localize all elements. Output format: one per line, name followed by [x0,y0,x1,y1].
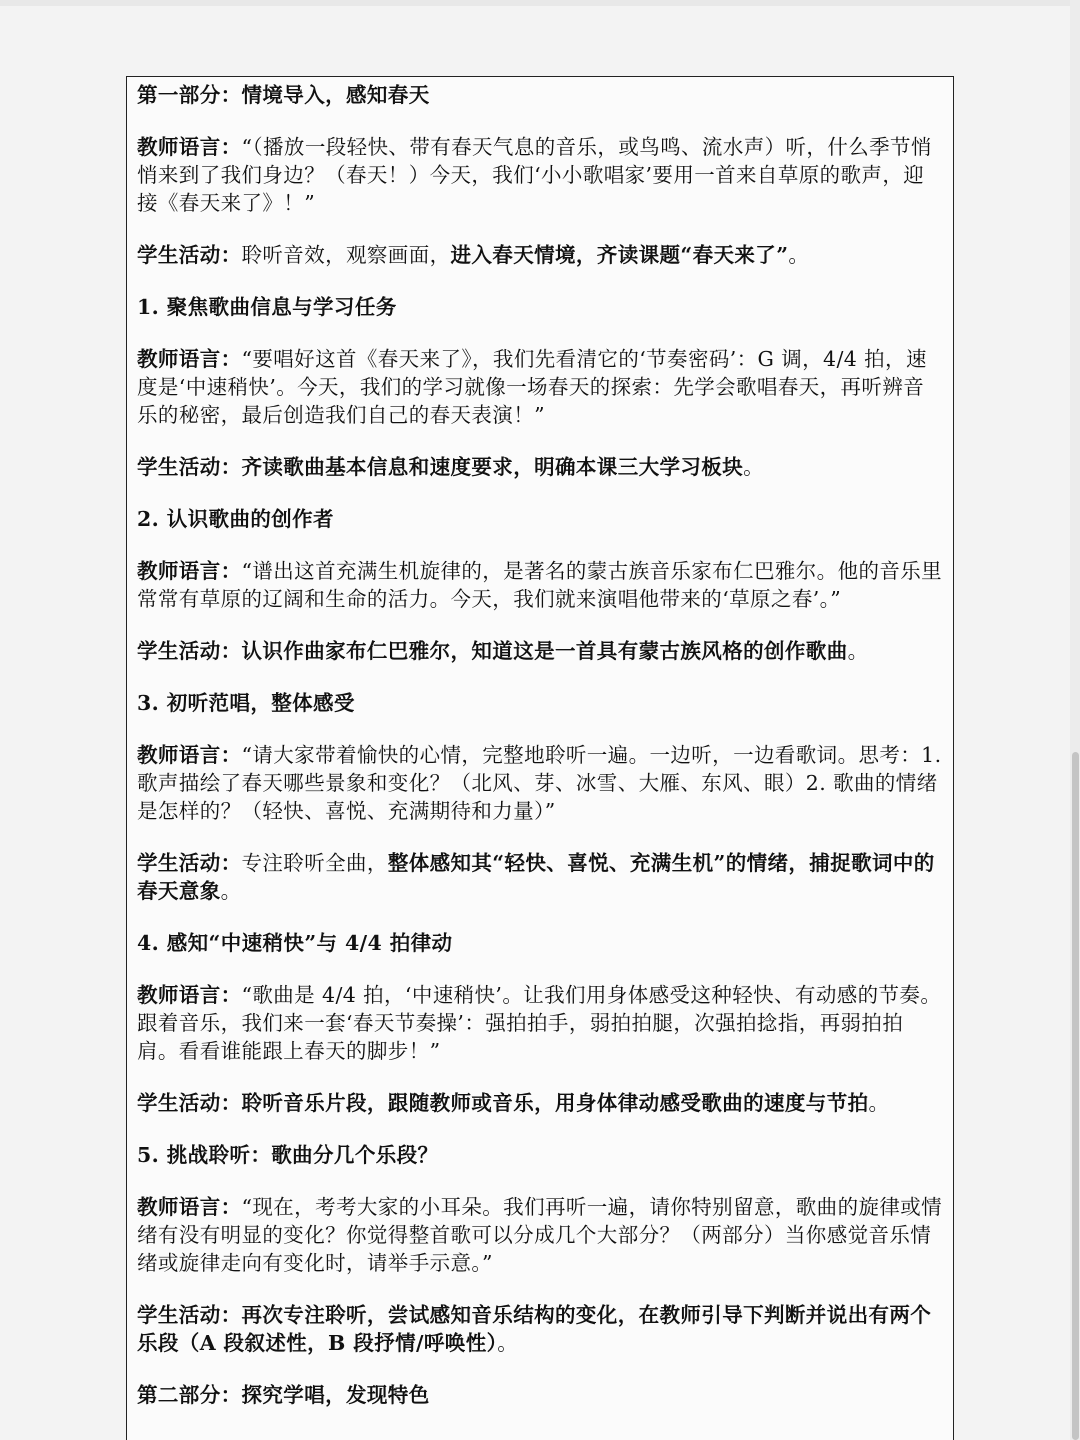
section2-teacher-speech [137,557,945,613]
scrollbar-thumb[interactable] [1072,752,1079,1440]
student-text-emphasis: 认识作曲家布仁巴雅尔，知道这是一首具有蒙古族风格的创作歌曲 [241,639,848,663]
student-text-emphasis: 整体感知其“轻快、喜悦、充满生机”的情绪，捕捉歌词中的春天意象 [137,851,935,903]
section4-heading-text: 4. 感知“中速稍快”与 4/4 拍律动 [137,931,453,955]
teacher-text: “现在，考考大家的小耳朵。我们再听一遍，请你特别留意，歌曲的旋律或情绪有没有明显的变化？你觉得整首歌可以分成几个大部分？（两部分）当你感觉音乐情绪或旋律走向有变化时，请举手示意。” [137,1195,943,1275]
section5-student-activity [137,1301,945,1357]
student-text: 聆听音效，观察画面， [241,243,451,267]
teacher-label: 教师语言： [137,559,242,583]
teacher-text: “要唱好这首《春天来了》，我们先看清它的‘节奏密码’：G 调，4/4 拍，速度是‘中速稍快’。今天，我们的学习就像一场春天的探索：先学会歌唱春天，再听辨音乐的秘密，最后创造我们自己的春天表演！” [137,347,927,427]
section1-heading-text: 1. 聚焦歌曲信息与学习任务 [137,295,397,319]
teacher-label: 教师语言： [137,347,242,371]
section3-teacher-speech [137,741,945,825]
section3-heading-text: 3. 初听范唱，整体感受 [137,691,355,715]
part1-heading: 第一部分：情境导入，感知春天 [137,83,430,107]
teacher-text: “歌曲是 4/4 拍，‘中速稍快’。让我们用身体感受这种轻快、有动感的节奏。跟着音乐，我们来一套‘春天节奏操’：强拍拍手，弱拍拍腿，次强拍捻指，再弱拍拍肩。看看谁能跟上春天的脚步！” [137,983,942,1063]
teacher-text: “谱出这首充满生机旋律的，是著名的蒙古族音乐家布仁巴雅尔。他的音乐里常常有草原的辽阔和生命的活力。今天，我们就来演唱他带来的‘草原之春’。” [137,559,943,611]
student-text-emphasis: 再次专注聆听，尝试感知音乐结构的变化，在教师引导下判断并说出有两个乐段（A 段叙述性，B 段抒情/呼唤性） [137,1303,932,1355]
student-text-emphasis: 聆听音乐片段，跟随教师或音乐，用身体律动感受歌曲的速度与节拍 [241,1091,869,1115]
student-label: 学生活动： [137,455,242,479]
teacher-label: 教师语言： [137,1195,242,1219]
student-text-end: 。 [868,1091,890,1115]
teacher-label: 教师语言： [137,983,242,1007]
teacher-text: “（播放一段轻快、带有春天气息的音乐，或鸟鸣、流水声）听，什么季节悄悄来到了我们身边？（春天！）今天，我们‘小小歌唱家’要用一首来自草原的歌声，迎接《春天来了》！” [137,135,932,215]
student-label: 学生活动： [137,851,242,875]
section4-teacher-speech [137,981,945,1065]
section4-student-activity [137,1089,945,1117]
teacher-label: 教师语言： [137,743,242,767]
section1-heading [137,293,945,321]
section5-heading-text: 5. 挑战聆听：歌曲分几个乐段？ [137,1143,439,1167]
student-text: 专注聆听全曲， [241,851,388,875]
part1-teacher-speech [137,133,945,217]
student-text-end: 。 [220,879,242,903]
section2-heading [137,505,945,533]
lesson-plan-table-cell [126,76,954,1440]
student-text-end: 。 [788,243,810,267]
section3-student-activity [137,849,945,905]
part2-heading: 第二部分：探究学唱，发现特色 [137,1383,430,1407]
section2-student-activity [137,637,945,665]
section3-heading [137,689,945,717]
student-label: 学生活动： [137,1091,242,1115]
section5-heading [137,1141,945,1169]
teacher-text: “请大家带着愉快的心情，完整地聆听一遍。一边听，一边看歌词。思考：1. 歌声描绘了春天哪些景象和变化？（北风、芽、冰雪、大雁、东风、眼）2. 歌曲的情绪是怎样的？（轻快、喜悦、充满期待和力量）” [137,743,942,823]
scrollbar-track[interactable] [1070,0,1080,1440]
teacher-label: 教师语言： [137,135,242,159]
section5-teacher-speech [137,1193,945,1277]
section1-student-activity [137,453,945,481]
section1-teacher-speech [137,345,945,429]
section2-heading-text: 2. 认识歌曲的创作者 [137,507,334,531]
student-text-emphasis: 齐读歌曲基本信息和速度要求，明确本课三大学习板块 [241,455,744,479]
student-label: 学生活动： [137,639,242,663]
top-edge [0,0,1080,6]
section4-heading [137,929,945,957]
student-label: 学生活动： [137,243,242,267]
part1-student-activity [137,241,945,269]
student-text-emphasis: 进入春天情境，齐读课题“春天来了” [450,243,789,267]
student-text-end: 。 [497,1331,519,1355]
student-text-end: 。 [743,455,765,479]
student-text-end: 。 [847,639,869,663]
student-label: 学生活动： [137,1303,242,1327]
